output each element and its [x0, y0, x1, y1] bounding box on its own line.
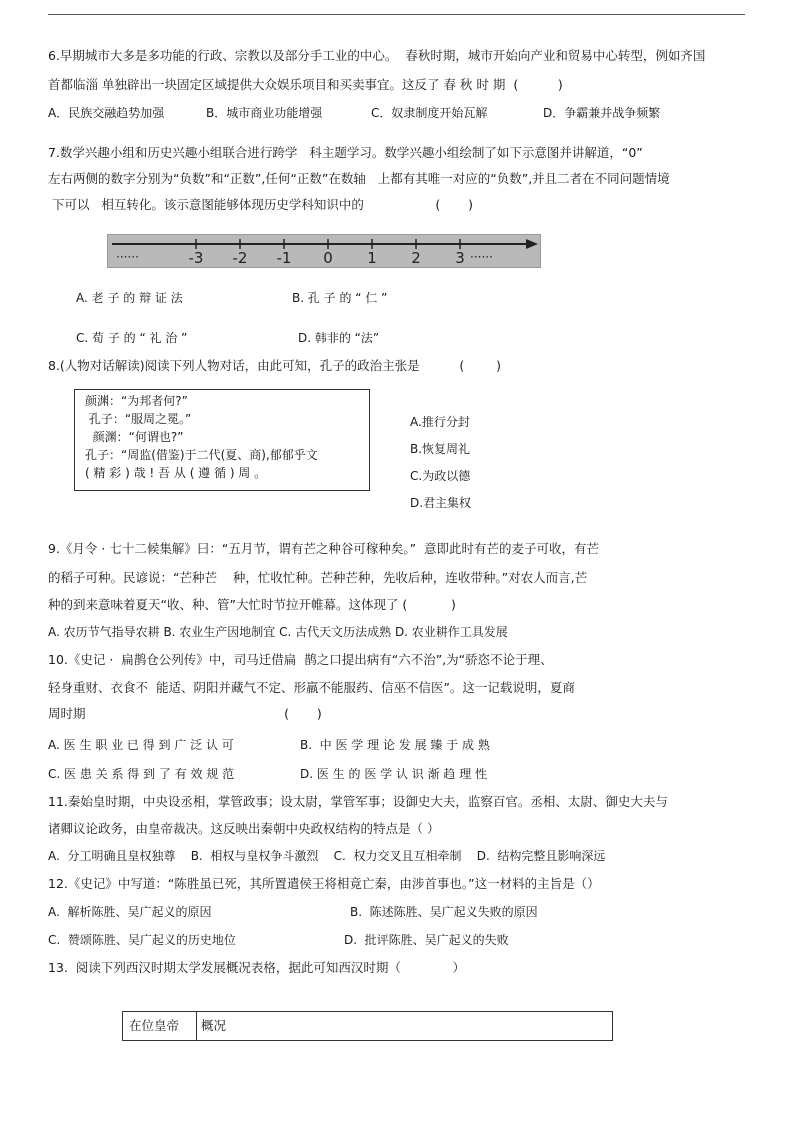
number-line-tick-label: 0 — [323, 249, 333, 267]
dialog-line-3: 颜渊：“何谓也?” — [85, 430, 184, 444]
number-line-figure — [107, 234, 541, 268]
q13-stem: 13. 阅读下列西汉时期太学发展概况表格，据此可知西汉时期（ ） — [48, 960, 465, 975]
number-line-tick-label: 2 — [411, 249, 421, 267]
q8-dialog-box — [74, 389, 370, 491]
q7-stem-line3: 下可以 相互转化。该示意图能够体现历史学科知识中的 ( ) — [48, 197, 473, 212]
number-line-right-dots: ······ — [470, 250, 493, 264]
q8-option-c: C.为政以德 — [410, 469, 471, 483]
table-header-emperor: 在位皇帝 — [123, 1012, 197, 1040]
q8-stem: 8.(人物对话解读)阅读下列人物对话，由此可知，孔子的政治主张是 ( ) — [48, 358, 501, 373]
q6-stem-line1: 6.早期城市大多是多功能的行政、宗教以及部分手工业的中心。 春秋时期，城市开始向产业和贸易中心转型，例如齐国 — [48, 48, 706, 63]
q12-option-a: A. 解析陈胜、吴广起义的原因 — [48, 905, 212, 919]
q6-option-c: C．奴隶制度开始瓦解 — [371, 106, 488, 120]
q6-stem-line2: 首都临淄 单独辟出一块固定区域提供大众娱乐项目和买卖事宜。这反了 春 秋 时 期 ( ) — [48, 77, 563, 92]
q10-stem-line3: 周时期 ( ) — [48, 706, 322, 721]
q7-stem-line2: 左右两侧的数字分别为“负数”和“正数”,任何“正数”在数轴 上都有其唯一对应的“负数”,并且二者在不同问题情境 — [48, 171, 670, 186]
q10-stem-line1: 10.《史记 · 扁鹊仓公列传》中，司马迁借扁 鹊之口提出病有“六不治”,为“骄恣不论于理、 — [48, 652, 553, 667]
q8-option-b: B.恢复周礼 — [410, 442, 471, 456]
q12-option-d: D. 批评陈胜、吴广起义的失败 — [344, 933, 509, 947]
number-line-tick-label: -1 — [276, 249, 292, 267]
q9-stem-line1: 9.《月令 · 七十二候集解》曰：“五月节，谓有芒之种谷可稼种矣。” 意即此时有芒的麦子可收，有芒 — [48, 541, 599, 556]
q12-stem: 12.《史记》中写道：“陈胜虽已死，其所置遣侯王将相竟亡秦，由涉首事也。”这一材料的主旨是（） — [48, 876, 600, 891]
q11-options: A. 分工明确且皇权独尊 B. 相权与皇权争斗激烈 C. 权力交叉且互相牵制 D. 结构完整且影响深远 — [48, 849, 606, 863]
number-line-tick-label: 3 — [455, 249, 465, 267]
q9-stem-line2: 的稻子可种。民谚说：“芒种芒 种，忙收忙种。芒种芒种，先收后种，连收带种。”对农人而言,芒 — [48, 570, 588, 585]
q10-option-b: B. 中 医 学 理 论 发 展 臻 于 成 熟 — [300, 738, 490, 752]
q10-option-d: D. 医 生 的 医 学 认 识 渐 趋 理 性 — [300, 767, 488, 781]
dialog-line-1: 颜渊：“为邦者何?” — [85, 394, 188, 408]
q10-option-c: C. 医 患 关 系 得 到 了 有 效 规 范 — [48, 767, 235, 781]
q6-option-d: D．争霸兼并战争频繁 — [543, 106, 661, 120]
q7-option-b: B. 孔 子 的 “ 仁 ” — [292, 291, 388, 305]
q12-option-c: C. 赞颂陈胜、吴广起义的历史地位 — [48, 933, 236, 947]
number-line-tick-label: -3 — [188, 249, 204, 267]
q6-option-a: A．民族交融趋势加强 — [48, 106, 165, 120]
header-rule — [48, 14, 745, 15]
number-line-arrow — [526, 239, 538, 249]
table-header-overview: 概况 — [201, 1018, 227, 1033]
q12-option-b: B. 陈述陈胜、吴广起义失败的原因 — [350, 905, 538, 919]
q8-option-d: D.君主集权 — [410, 496, 472, 510]
q9-stem-line3: 种的到来意味着夏天“收、种、管”大忙时节拉开帷幕。这体现了 ( ) — [48, 597, 456, 612]
q6-option-b: B．城市商业功能增强 — [206, 106, 323, 120]
number-line-tick-label: -2 — [232, 249, 248, 267]
dialog-line-5: ( 精 彩 ) 哉 ! 吾 从 ( 遵 循 ) 周 。 — [85, 466, 267, 480]
q13-table-header — [122, 1011, 613, 1041]
number-line-left-dots: ······ — [116, 250, 139, 264]
number-line-tick-label: 1 — [367, 249, 377, 267]
dialog-line-4: 孔子：“周监(借鉴)于二代(夏、商),郁郁乎文 — [85, 448, 318, 462]
q7-stem-line1: 7.数学兴趣小组和历史兴趣小组联合进行跨学 科主题学习。数学兴趣小组绘制了如下示意图并讲解道，“0” — [48, 145, 643, 160]
q7-option-d: D. 韩非的 “法” — [298, 331, 380, 345]
q11-stem-line2: 诸卿议论政务，由皇帝裁决。这反映出秦朝中央政权结构的特点是（ ） — [48, 821, 440, 836]
q11-stem-line1: 11.秦始皇时期，中央设丞相，掌管政事；设太尉，掌管军事；设御史大夫，监察百官。丞相、太尉、御史大夫与 — [48, 794, 668, 809]
q7-option-c: C. 荀 子 的 “ 礼 治 ” — [76, 331, 188, 345]
q8-option-a: A.推行分封 — [410, 415, 470, 429]
q10-option-a: A. 医 生 职 业 已 得 到 广 泛 认 可 — [48, 738, 234, 752]
q9-options: A. 农历节气指导农耕 B. 农业生产因地制宜 C. 古代天文历法成熟 D. 农业耕作工具发展 — [48, 625, 508, 639]
q7-option-a: A. 老 子 的 辩 证 法 — [76, 291, 183, 305]
q10-stem-line2: 轻身重财、衣食不 能适、阴阳并藏气不定、形羸不能服药、信巫不信医”。这一记载说明，夏商 — [48, 680, 575, 695]
dialog-line-2: 孔子：“服周之冕。” — [85, 412, 192, 426]
